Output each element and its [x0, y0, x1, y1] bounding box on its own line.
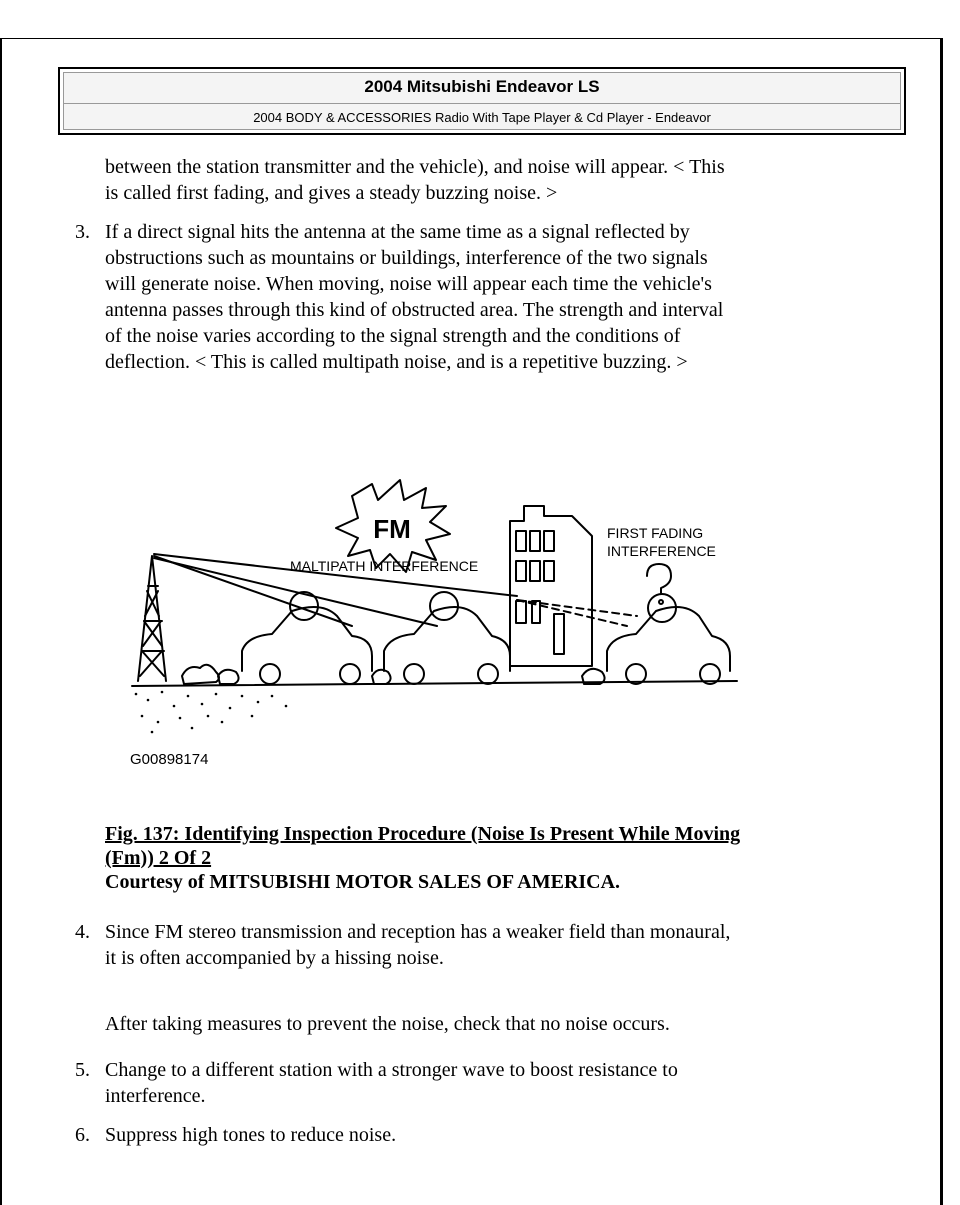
figure-label-fading-2: INTERFERENCE [607, 543, 716, 559]
header-inner [63, 72, 901, 130]
continuation-line-1: between the station transmitter and the vehicle), and noise will appear. < This [105, 156, 725, 178]
question-icon [647, 564, 671, 594]
page-border-top [0, 38, 943, 39]
list-item-number: 3. [75, 221, 90, 243]
list-item-line: Since FM stereo transmission and reception has a weaker field than monaural, [105, 921, 731, 943]
car-icon [384, 592, 510, 684]
list-item-line: antenna passes through this kind of obstructed area. The strength and interval [105, 299, 724, 321]
figure-burst-label: FM [373, 514, 411, 544]
list-item-number: 4. [75, 921, 90, 943]
list-item-4 [75, 919, 915, 971]
list-item-5 [75, 1057, 915, 1109]
multipath-fading-illustration [122, 476, 747, 771]
caption-title-line-1: Fig. 137: Identifying Inspection Procedure (Noise Is Present While Moving [105, 823, 741, 845]
list-item-line: obstructions such as mountains or buildings, interference of the two signals [105, 247, 708, 269]
caption-title-line-2: (Fm)) 2 Of 2 [105, 847, 212, 869]
list-item-4-note: After taking measures to prevent the noise, check that no noise occurs. [105, 1013, 670, 1035]
figure-label-fading-1: FIRST FADING [607, 525, 704, 541]
list-item-3 [75, 219, 915, 379]
caption-courtesy: Courtesy of MITSUBISHI MOTOR SALES OF AMERICA. [105, 871, 621, 893]
ground-speckle [135, 691, 288, 734]
figure-id: G00898174 [130, 751, 209, 768]
figure-caption [105, 822, 915, 894]
list-item-line: deflection. < This is called multipath noise, and is a repetitive buzzing. > [105, 351, 688, 373]
page-border-right [940, 38, 943, 1205]
list-item-number: 5. [75, 1059, 90, 1081]
header-divider [64, 103, 900, 104]
building-icon [510, 506, 592, 666]
figure-label-multipath: MALTIPATH INTERFERENCE [290, 558, 479, 574]
list-item-line: of the noise varies according to the signal strength and the conditions of [105, 325, 681, 347]
list-item-6 [75, 1122, 915, 1148]
list-item-line: it is often accompanied by a hissing noise. [105, 947, 444, 969]
car-icon [607, 594, 730, 684]
list-item-line: Suppress high tones to reduce noise. [105, 1124, 397, 1146]
list-item-line: Change to a different station with a stronger wave to boost resistance to [105, 1059, 678, 1081]
continuation-line-2: is called first fading, and gives a steady buzzing noise. > [105, 182, 558, 204]
list-item-line: If a direct signal hits the antenna at the same time as a signal reflected by [105, 221, 690, 243]
list-item-number: 6. [75, 1124, 90, 1146]
header-subtitle: 2004 BODY & ACCESSORIES Radio With Tape Player & Cd Player - Endeavor [253, 110, 711, 125]
document-header [58, 67, 906, 135]
radio-tower-icon [138, 556, 166, 681]
list-item-line: interference. [105, 1085, 206, 1107]
header-title: 2004 Mitsubishi Endeavor LS [364, 77, 600, 96]
list-item-line: will generate noise. When moving, noise will appear each time the vehicle's [105, 273, 712, 295]
page-border-left [0, 38, 2, 1205]
